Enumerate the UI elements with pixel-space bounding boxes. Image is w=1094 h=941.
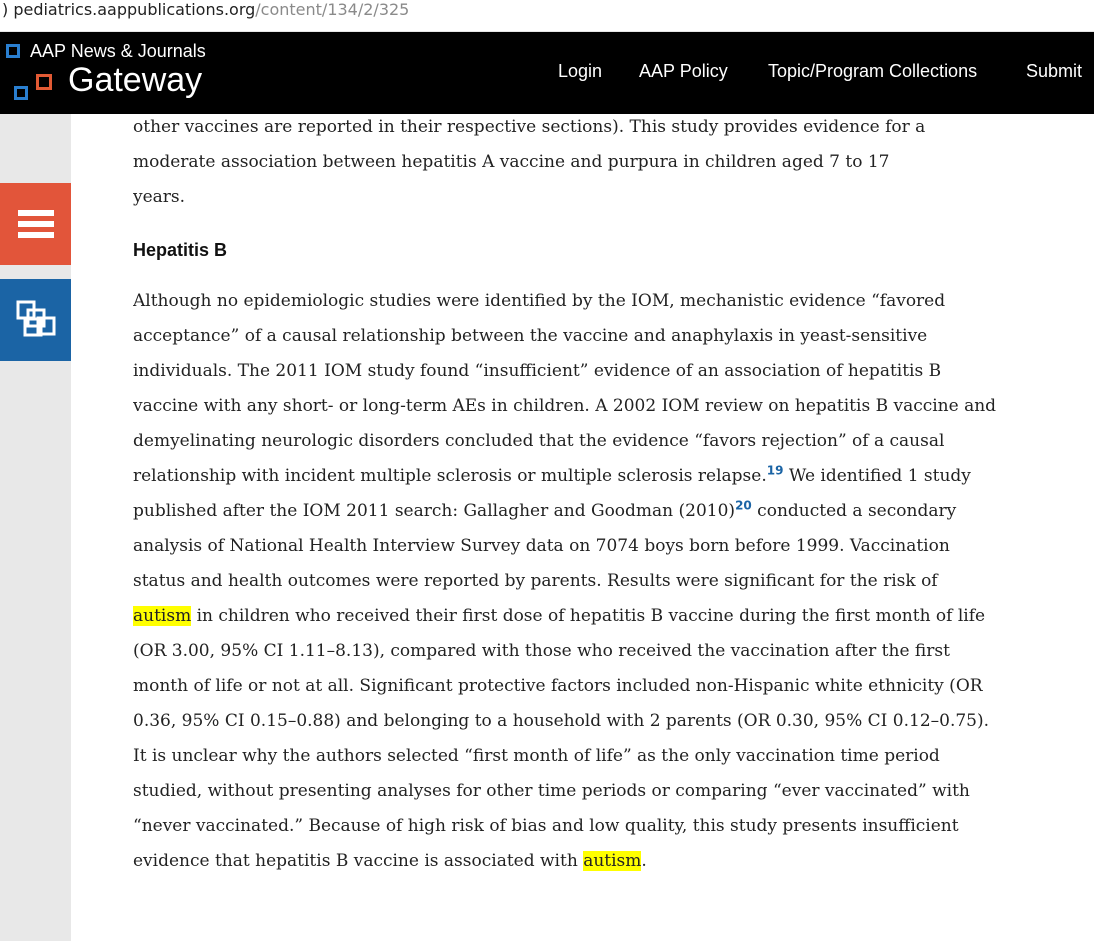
logo-square-blue-bottom [14,86,28,100]
nav-submit[interactable]: Submit [1026,61,1083,81]
logo-square-blue-top [6,44,20,58]
article-menu-button[interactable] [0,183,71,265]
search-highlight: autism [583,851,642,871]
paragraph-hepatitis-b [133,284,998,879]
text-line: moderate association between hepatitis A vaccine and purpura in children aged 7 to 17 [133,152,890,172]
section-heading-hepatitis-b: Hepatitis B [133,240,228,260]
url-domain: pediatrics.aappublications.org [13,0,256,19]
gateway-logo[interactable] [6,38,236,108]
url-path: /content/134/2/325 [255,0,410,19]
figures-tables-button[interactable] [0,279,71,361]
nav-login[interactable]: Login [558,61,603,81]
logo-square-orange [36,74,52,90]
logo-subtitle: AAP News & Journals [30,41,206,61]
logo-title: Gateway [68,61,203,99]
text-segment: . [641,851,647,871]
text-segment: in children who received their first dose of hepatitis B vaccine during the first month of life (OR 3.00, 95% CI 1.11–8.13), compared with those who received the vaccination after the first month of life or not at all. Significant protective factors included non-Hispanic white ethnicity (OR 0.36, 95% CI 0.15–0.88) and belonging to a household with 2 parents (OR 0.30, 95% CI 0.12–0.75). It is unclear why the authors selected “first month of life” as the only vaccination time period studied, without presenting analyses for other time periods or comparing “ever vaccinated” with “never vaccinated.” Because of high risk of bias and low quality, this study presents insufficient evidence that hepatitis B vaccine is associated with [133,606,990,871]
article-body [133,114,1003,941]
address-bar[interactable] [0,0,1094,32]
text-segment: We identified 1 study published after the IOM 2011 search: Gallagher and Goodman (2010) [133,466,971,521]
reference-link-20[interactable]: 20 [735,498,752,513]
site-header [0,32,1094,114]
nav-aap-policy[interactable]: AAP Policy [639,61,728,81]
paragraph-hepatitis-a-end [133,114,1003,215]
left-sidebar [0,114,71,941]
nav-topic-program-collections[interactable]: Topic/Program Collections [768,61,978,81]
text-line: years. [133,187,186,207]
text-line: other vaccines are reported in their respective sections). This study provides evidence for a [133,117,926,137]
reference-link-19[interactable]: 19 [766,463,784,478]
search-highlight: autism [133,606,192,626]
figures-tables-icon [15,299,57,341]
hamburger-icon [18,210,54,238]
url-prefix: ) [2,0,14,19]
text-segment: conducted a secondary analysis of National Health Interview Survey data on 7074 boys born before 1999. Vaccination status and health outcomes were reported by parents. Results were significant for the risk of [133,501,957,591]
text-segment: Although no epidemiologic studies were identified by the IOM, mechanistic evidence “favored acceptance” of a causal relationship between the vaccine and anaphylaxis in yeast-sensitive individuals. The 2011 IOM study found “insufficient” evidence of an association of hepatitis B vaccine with any short- or long-term AEs in children. A 2002 IOM review on hepatitis B vaccine and demyelinating neurologic disorders concluded that the evidence “favors rejection” of a causal relationship with incident multiple sclerosis or multiple sclerosis relapse. [133,291,997,486]
